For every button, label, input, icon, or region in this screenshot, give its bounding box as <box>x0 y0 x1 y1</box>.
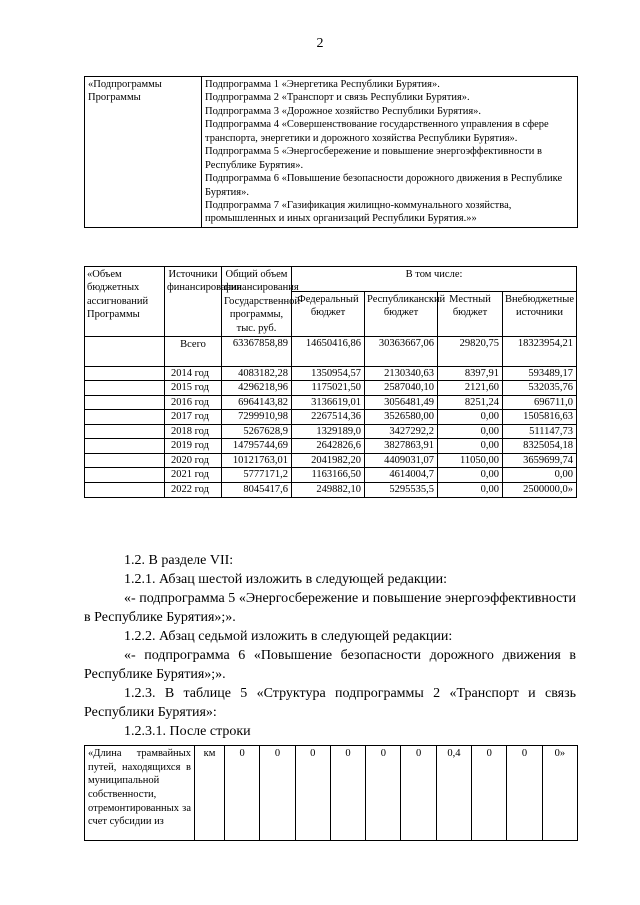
tram-value-cell: 0 <box>507 746 542 841</box>
finance-cell-federal: 1163166,50 <box>292 468 365 483</box>
finance-cell-federal: 2267514,36 <box>292 410 365 425</box>
finance-cell-local: 2121,60 <box>438 381 503 396</box>
finance-cell-extra: 696711,0 <box>503 395 577 410</box>
finance-cell-local: 8251,24 <box>438 395 503 410</box>
finance-cell-republic: 2130340,63 <box>365 366 438 381</box>
finance-cell-total: 10121763,01 <box>222 453 292 468</box>
finance-cell-federal: 14650416,86 <box>292 337 365 366</box>
finance-label-cell <box>85 381 165 396</box>
tram-value-cell: 0 <box>366 746 401 841</box>
finance-cell-year: 2014 год <box>165 366 222 381</box>
finance-cell-federal: 3136619,01 <box>292 395 365 410</box>
finance-cell-local: 11050,00 <box>438 453 503 468</box>
finance-cell-republic: 3827863,91 <box>365 439 438 454</box>
subprogram-item: Подпрограмма 7 «Газификация жилищно-коммунального хозяйства, промышленных и иных организаций Республики Бурятия.»» <box>205 199 512 225</box>
finance-cell-total: 6964143,82 <box>222 395 292 410</box>
finance-cell-federal: 1329189,0 <box>292 424 365 439</box>
finance-cell-republic: 30363667,06 <box>365 337 438 366</box>
header-local: Местный бюджет <box>438 291 503 336</box>
finance-cell-federal: 1175021,50 <box>292 381 365 396</box>
finance-cell-total: 14795744,69 <box>222 439 292 454</box>
finance-row <box>85 410 577 425</box>
finance-row <box>85 439 577 454</box>
header-source: Источники финансирования <box>165 267 222 337</box>
tram-value-cell: 0» <box>542 746 577 841</box>
finance-label: «Объем бюджетных ассигнований Программы <box>85 267 165 337</box>
finance-label-cell <box>85 483 165 498</box>
finance-cell-extra: 8325054,18 <box>503 439 577 454</box>
header-republic: Республиканский бюджет <box>365 291 438 336</box>
amendment-text <box>84 551 576 741</box>
subprogram-item: Подпрограмма 2 «Транспорт и связь Республики Бурятия». <box>205 92 470 104</box>
tram-value-cell: 0 <box>295 746 330 841</box>
finance-label-cell <box>85 468 165 483</box>
subprograms-table <box>84 76 578 228</box>
finance-cell-year: 2016 год <box>165 395 222 410</box>
subprogram-item: Подпрограмма 4 «Совершенствование государственного управления в сфере транспорта, энергетики и дорожного хозяйства Республики Бурятия». <box>205 119 549 144</box>
finance-row <box>85 395 577 410</box>
tram-value-cell: 0 <box>330 746 365 841</box>
finance-cell-year: 2019 год <box>165 439 222 454</box>
finance-cell-total: 7299910,98 <box>222 410 292 425</box>
finance-cell-federal: 1350954,57 <box>292 366 365 381</box>
paragraph: 1.2.3.1. После строки <box>124 724 251 739</box>
finance-cell-year: 2021 год <box>165 468 222 483</box>
finance-cell-republic: 4614004,7 <box>365 468 438 483</box>
finance-cell-local: 0,00 <box>438 410 503 425</box>
tram-row-table <box>84 745 578 841</box>
finance-cell-local: 0,00 <box>438 468 503 483</box>
finance-cell-year: 2020 год <box>165 453 222 468</box>
finance-cell-total: 4083182,28 <box>222 366 292 381</box>
subprograms-list <box>202 77 578 228</box>
finance-cell-extra: 511147,73 <box>503 424 577 439</box>
finance-label-cell <box>85 395 165 410</box>
finance-cell-total: 5267628,9 <box>222 424 292 439</box>
finance-row <box>85 424 577 439</box>
finance-cell-local: 29820,75 <box>438 337 503 366</box>
finance-cell-federal: 2642826,6 <box>292 439 365 454</box>
page-number: 2 <box>316 36 324 51</box>
finance-cell-total: 8045417,6 <box>222 483 292 498</box>
paragraph: 1.2.3. В таблице 5 «Структура подпрограммы 2 «Транспорт и связь Республики Бурятия»: <box>84 686 576 720</box>
tram-value-cell: 0 <box>401 746 436 841</box>
finance-cell-local: 8397,91 <box>438 366 503 381</box>
header-total: Общий объем финансирования Государственной программы, тыс. руб. <box>222 267 292 337</box>
paragraph: 1.2.1. Абзац шестой изложить в следующей редакции: <box>124 572 448 587</box>
finance-label-cell <box>85 439 165 454</box>
finance-cell-local: 0,00 <box>438 424 503 439</box>
finance-cell-extra: 3659699,74 <box>503 453 577 468</box>
subprogram-item: Подпрограмма 5 «Энергосбережение и повышение энергоэффективности в Республике Бурятия». <box>205 146 542 171</box>
finance-cell-republic: 3056481,49 <box>365 395 438 410</box>
finance-row <box>85 337 577 366</box>
subprogram-item: Подпрограмма 3 «Дорожное хозяйство Республики Бурятия». <box>205 105 482 117</box>
finance-cell-extra: 532035,76 <box>503 381 577 396</box>
finance-row <box>85 483 577 498</box>
finance-label-cell <box>85 337 165 366</box>
finance-cell-republic: 2587040,10 <box>365 381 438 396</box>
finance-cell-extra: 2500000,0» <box>503 483 577 498</box>
finance-cell-extra: 1505816,63 <box>503 410 577 425</box>
tram-unit: км <box>195 746 225 841</box>
tram-value-cell: 0 <box>472 746 507 841</box>
tram-description: «Длина трамвайных путей, находящихся в муниципальной собственности, отремонтированных за счет субсидии из <box>85 746 195 841</box>
header-extra: Внебюджетные источники <box>503 291 577 336</box>
subprogram-item: Подпрограмма 1 «Энергетика Республики Бурятия». <box>205 79 440 90</box>
finance-row <box>85 366 577 381</box>
header-including: В том числе: <box>292 267 577 292</box>
finance-cell-federal: 249882,10 <box>292 483 365 498</box>
finance-label-cell <box>85 410 165 425</box>
finance-label-cell <box>85 453 165 468</box>
subprograms-label: «Подпрограммы Программы <box>85 77 202 228</box>
paragraph: 1.2. В разделе VII: <box>124 553 234 568</box>
finance-table <box>84 266 577 498</box>
paragraph: «- подпрограмма 6 «Повышение безопасности дорожного движения в Республике Бурятия»;». <box>84 648 576 682</box>
finance-label-cell <box>85 366 165 381</box>
tram-value-cell: 0,4 <box>436 746 471 841</box>
finance-cell-republic: 4409031,07 <box>365 453 438 468</box>
paragraph: 1.2.2. Абзац седьмой изложить в следующей редакции: <box>124 629 453 644</box>
finance-cell-year: Всего <box>165 337 222 366</box>
finance-cell-republic: 3526580,00 <box>365 410 438 425</box>
tram-value-cell: 0 <box>260 746 295 841</box>
finance-cell-republic: 3427292,2 <box>365 424 438 439</box>
finance-cell-republic: 5295535,5 <box>365 483 438 498</box>
finance-cell-local: 0,00 <box>438 483 503 498</box>
finance-row <box>85 453 577 468</box>
header-federal: Федеральный бюджет <box>292 291 365 336</box>
finance-cell-year: 2018 год <box>165 424 222 439</box>
finance-cell-total: 63367858,89 <box>222 337 292 366</box>
finance-label-cell <box>85 424 165 439</box>
finance-cell-total: 5777171,2 <box>222 468 292 483</box>
finance-cell-extra: 593489,17 <box>503 366 577 381</box>
finance-cell-federal: 2041982,20 <box>292 453 365 468</box>
finance-cell-total: 4296218,96 <box>222 381 292 396</box>
finance-cell-local: 0,00 <box>438 439 503 454</box>
subprogram-item: Подпрограмма 6 «Повышение безопасности дорожного движения в Республике Бурятия». <box>205 173 563 198</box>
paragraph: «- подпрограмма 5 «Энергосбережение и повышение энергоэффективности в Республике Бурятия»;». <box>84 591 576 625</box>
finance-row <box>85 381 577 396</box>
finance-cell-extra: 0,00 <box>503 468 577 483</box>
finance-cell-year: 2022 год <box>165 483 222 498</box>
finance-cell-extra: 18323954,21 <box>503 337 577 366</box>
finance-row <box>85 468 577 483</box>
finance-cell-year: 2015 год <box>165 381 222 396</box>
tram-value-cell: 0 <box>225 746 260 841</box>
finance-cell-year: 2017 год <box>165 410 222 425</box>
